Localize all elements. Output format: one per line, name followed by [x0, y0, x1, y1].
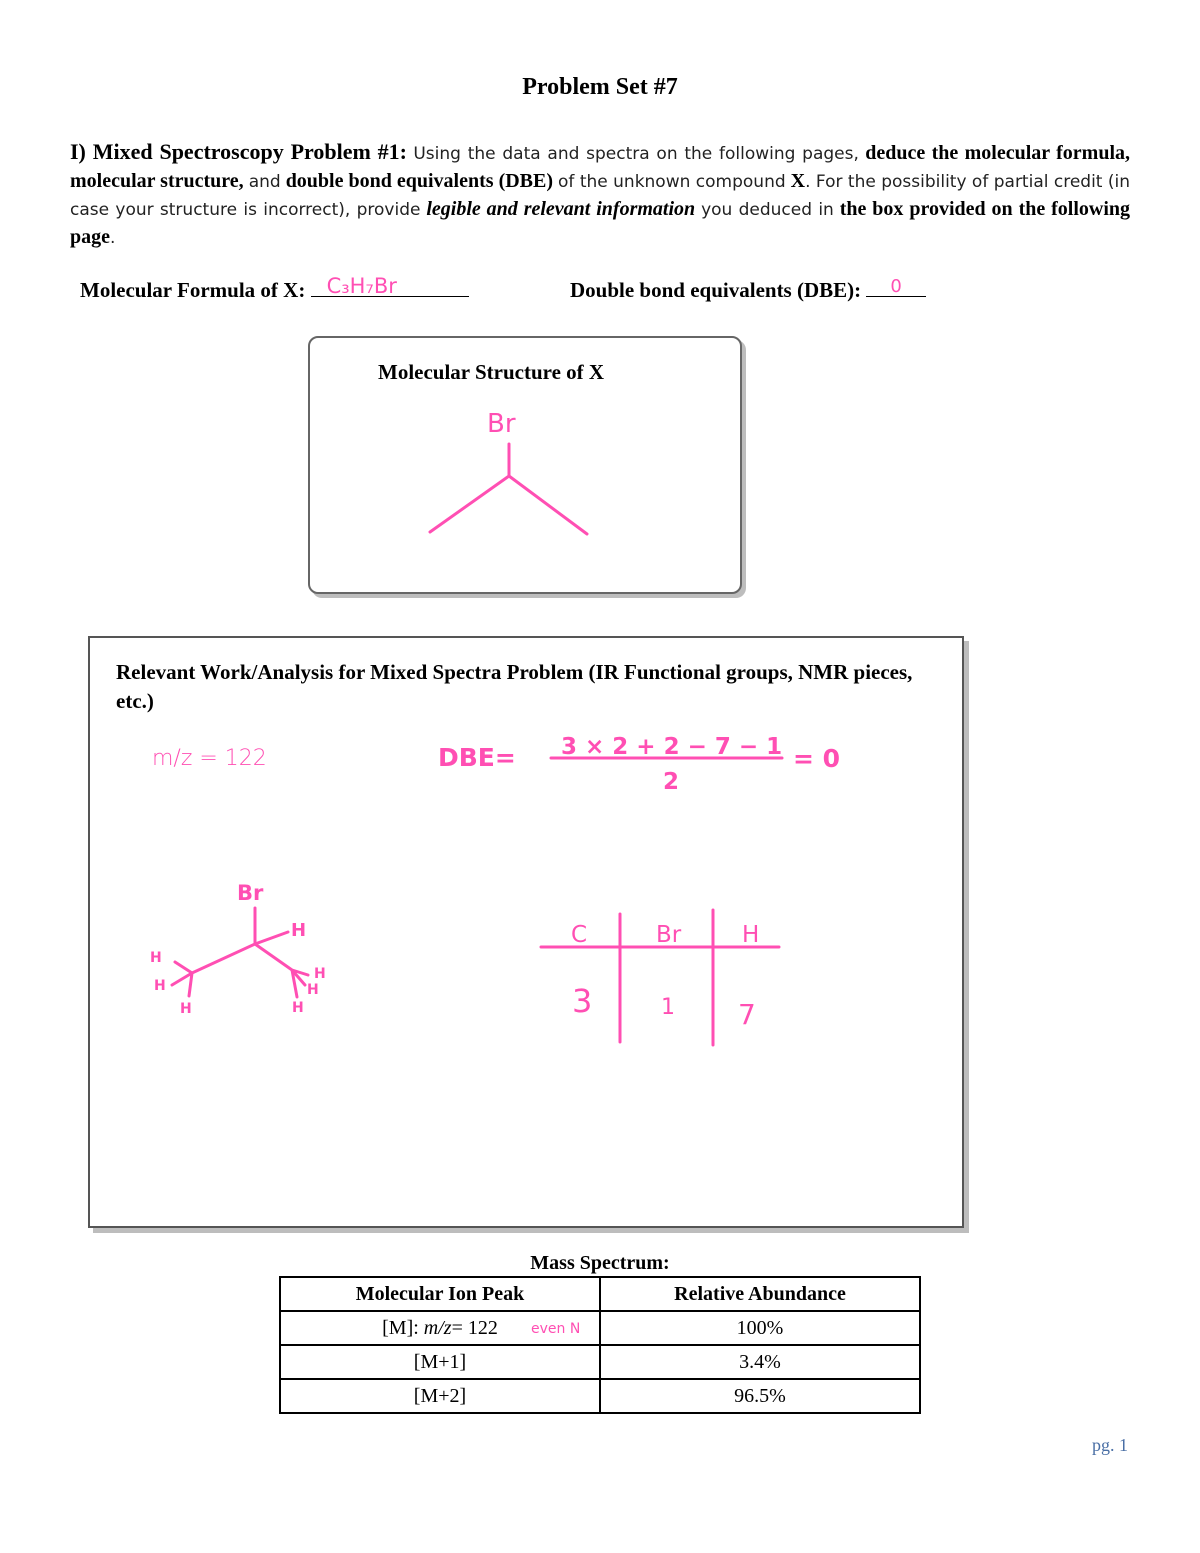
table-header: Relative Abundance — [600, 1277, 920, 1311]
count-header-h: H — [742, 922, 760, 948]
sketch-h: H — [292, 1000, 304, 1016]
sketch-bonds — [172, 908, 308, 997]
table-cell: [M+2] — [280, 1379, 600, 1413]
formula-label: Molecular Formula of X: — [80, 278, 306, 302]
problem-text: . For the possibility of partial credit (in case your structure is incorrect), provide — [70, 172, 1131, 220]
problem-text: of the unknown compound — [558, 172, 786, 192]
structure-box-label: Molecular Structure of X — [378, 360, 605, 384]
count-value-h: 7 — [738, 998, 756, 1031]
count-header-br: Br — [656, 922, 682, 948]
table-cell: 3.4% — [600, 1345, 920, 1379]
dbe-denominator: 2 — [663, 769, 680, 795]
table-row — [280, 1379, 920, 1413]
problem-bold: the box provided on the following page — [70, 198, 1131, 248]
dbe-lhs: DBE= — [438, 743, 516, 772]
dbe-label: Double bond equivalents (DBE): — [570, 278, 862, 302]
sketch-br: Br — [237, 881, 264, 905]
count-header-c: C — [571, 922, 588, 948]
problem-bold: X — [790, 170, 806, 192]
sketch-h: H — [291, 920, 307, 941]
table-cell: 100% — [600, 1311, 920, 1345]
count-value-br: 1 — [661, 995, 675, 1020]
problem-text: Using the data and spectra on the following pages, — [413, 144, 859, 164]
peak-prefix: [M]: — [382, 1316, 424, 1339]
dbe-result: = 0 — [793, 744, 841, 773]
table-header: Molecular Ion Peak — [280, 1277, 600, 1311]
count-value-c: 3 — [572, 982, 593, 1020]
problem-text: . — [110, 228, 116, 248]
mass-spectrum-table — [279, 1276, 921, 1414]
peak-note: even N — [531, 1321, 581, 1337]
structure-skeleton — [430, 444, 587, 534]
problem-heading: I) Mixed Spectroscopy Problem #1: — [70, 139, 407, 164]
sketch-h: H — [314, 966, 326, 982]
sketch-h: H — [180, 1001, 192, 1017]
peak-mz: m/z — [423, 1316, 452, 1339]
structure-br-label: Br — [487, 409, 516, 439]
sketch-h: H — [150, 950, 162, 966]
problem-bold: deduce the molecular formula, molecular structure, — [70, 142, 1131, 192]
dbe-answer: 0 — [890, 276, 902, 297]
mz-note: m/z = 122 — [152, 746, 267, 771]
mass-spectrum-caption: Mass Spectrum: — [530, 1252, 670, 1274]
table-header-row — [280, 1277, 920, 1311]
table-row — [280, 1345, 920, 1379]
formula-answer: C₃H₇Br — [326, 274, 397, 298]
table-row — [280, 1311, 920, 1345]
sketch-h: H — [307, 982, 319, 998]
problem-bold-italic: legible and relevant information — [426, 198, 696, 220]
peak-suffix: = 122 — [451, 1316, 498, 1339]
problem-bold: double bond equivalents (DBE) — [285, 170, 554, 192]
problem-text: you deduced in — [701, 200, 834, 220]
sketch-h: H — [154, 978, 166, 994]
table-cell — [280, 1311, 600, 1345]
page-title: Problem Set #7 — [522, 74, 678, 100]
dbe-numerator: 3 × 2 + 2 − 7 − 1 — [561, 734, 783, 760]
table-cell: 96.5% — [600, 1379, 920, 1413]
page-number: pg. 1 — [1092, 1435, 1128, 1455]
problem-text: and — [248, 172, 281, 192]
table-cell: [M+1] — [280, 1345, 600, 1379]
work-box-label: Relevant Work/Analysis for Mixed Spectra Problem (IR Functional groups, NMR pieces, etc.) — [116, 660, 913, 713]
